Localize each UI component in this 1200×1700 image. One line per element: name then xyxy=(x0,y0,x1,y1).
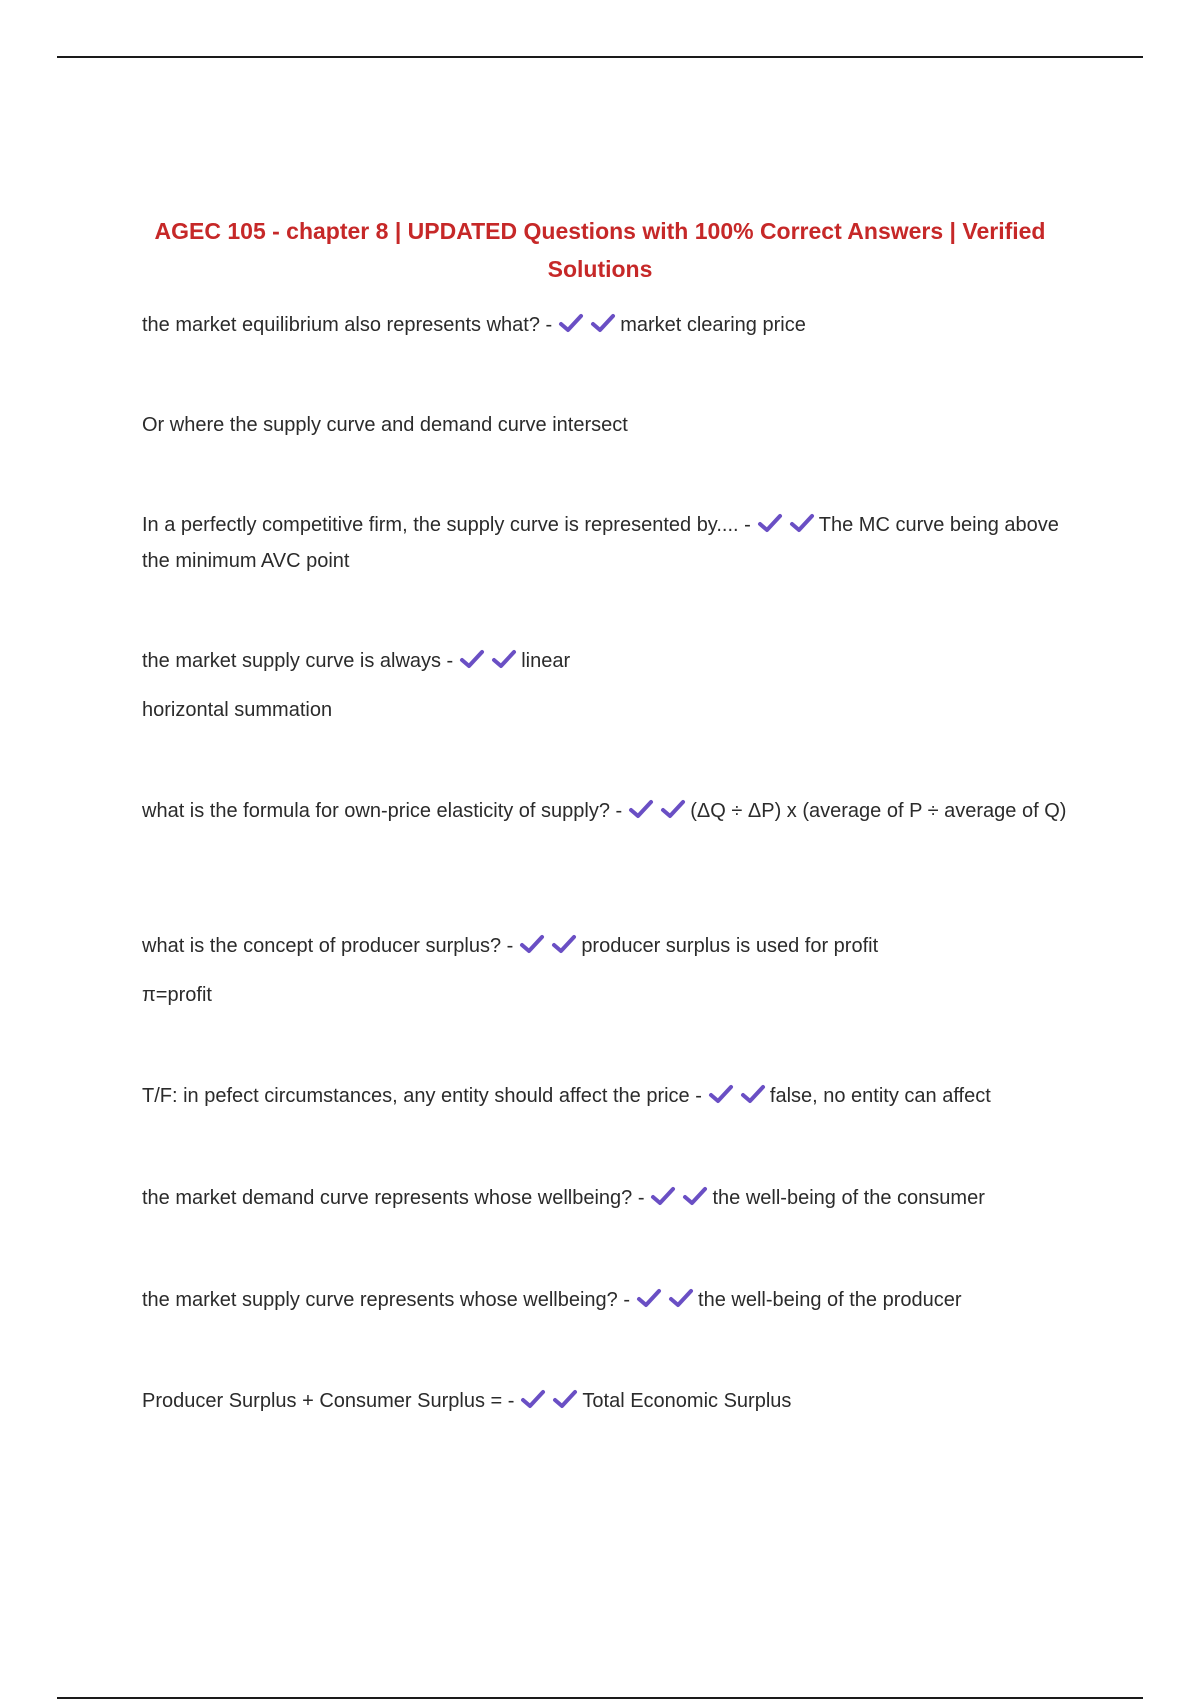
check-marks xyxy=(628,798,686,831)
question-text: the market demand curve represents whose wellbeing? - xyxy=(142,1187,645,1209)
check-mark-icon xyxy=(650,1185,676,1207)
question-text: the market equilibrium also represents what? - xyxy=(142,314,553,336)
answer-text: producer surplus is used for profit xyxy=(581,935,879,957)
question-text: In a perfectly competitive firm, the supply curve is represented by.... - xyxy=(142,514,751,536)
question-text: T/F: in pefect circumstances, any entity should affect the price - xyxy=(142,1085,702,1107)
check-mark-icon xyxy=(459,648,485,670)
check-marks xyxy=(520,1388,578,1421)
answer-text: the well-being of the consumer xyxy=(712,1187,985,1209)
question-text: Producer Surplus + Consumer Surplus = - xyxy=(142,1390,515,1412)
bottom-rule xyxy=(57,1697,1143,1699)
answer-text: linear xyxy=(521,650,571,672)
check-mark-icon xyxy=(551,933,577,955)
check-mark-icon xyxy=(552,1388,578,1410)
check-marks xyxy=(708,1083,766,1116)
check-mark-icon xyxy=(789,512,815,534)
answer-text: Total Economic Surplus xyxy=(582,1390,792,1412)
qa-item xyxy=(142,1284,1072,1320)
check-marks xyxy=(519,933,577,966)
qa-item xyxy=(142,509,1072,578)
check-mark-icon xyxy=(740,1083,766,1105)
check-mark-icon xyxy=(590,312,616,334)
answer-extra-line: π=profit xyxy=(142,984,212,1006)
answer-text: The MC curve being above the minimum AVC point xyxy=(142,514,1059,572)
check-mark-icon xyxy=(558,312,584,334)
check-mark-icon xyxy=(708,1083,734,1105)
answer-extra-line: Or where the supply curve and demand curve intersect xyxy=(142,414,628,436)
check-mark-icon xyxy=(628,798,654,820)
qa-item xyxy=(142,1182,1072,1218)
document-title: AGEC 105 - chapter 8 | UPDATED Questions with 100% Correct Answers | Verified Solutions xyxy=(154,218,1046,282)
check-mark-icon xyxy=(660,798,686,820)
qa-item xyxy=(142,795,1072,831)
qa-item xyxy=(142,930,1072,966)
question-text: the market supply curve represents whose wellbeing? - xyxy=(142,1289,631,1311)
check-marks xyxy=(636,1287,694,1320)
qa-item xyxy=(142,1385,1072,1421)
answer-text: market clearing price xyxy=(620,314,806,336)
check-mark-icon xyxy=(757,512,783,534)
check-mark-icon xyxy=(682,1185,708,1207)
answer-text: (ΔQ ÷ ΔP) x (average of P ÷ average of Q) xyxy=(690,800,1067,822)
top-rule xyxy=(57,56,1143,58)
check-mark-icon xyxy=(519,933,545,955)
question-text: what is the concept of producer surplus? - xyxy=(142,935,514,957)
check-mark-icon xyxy=(636,1287,662,1309)
check-marks xyxy=(459,648,517,681)
check-marks xyxy=(757,512,815,545)
qa-item xyxy=(142,645,1072,681)
check-marks xyxy=(558,312,616,345)
question-text: the market supply curve is always - xyxy=(142,650,454,672)
qa-item xyxy=(142,1080,1072,1116)
check-mark-icon xyxy=(668,1287,694,1309)
answer-text: false, no entity can affect xyxy=(769,1085,991,1107)
question-text: what is the formula for own-price elasticity of supply? - xyxy=(142,800,623,822)
check-mark-icon xyxy=(520,1388,546,1410)
qa-item xyxy=(142,309,1072,345)
answer-text: the well-being of the producer xyxy=(698,1289,962,1311)
check-mark-icon xyxy=(491,648,517,670)
check-marks xyxy=(650,1185,708,1218)
answer-extra-line: horizontal summation xyxy=(142,699,333,721)
